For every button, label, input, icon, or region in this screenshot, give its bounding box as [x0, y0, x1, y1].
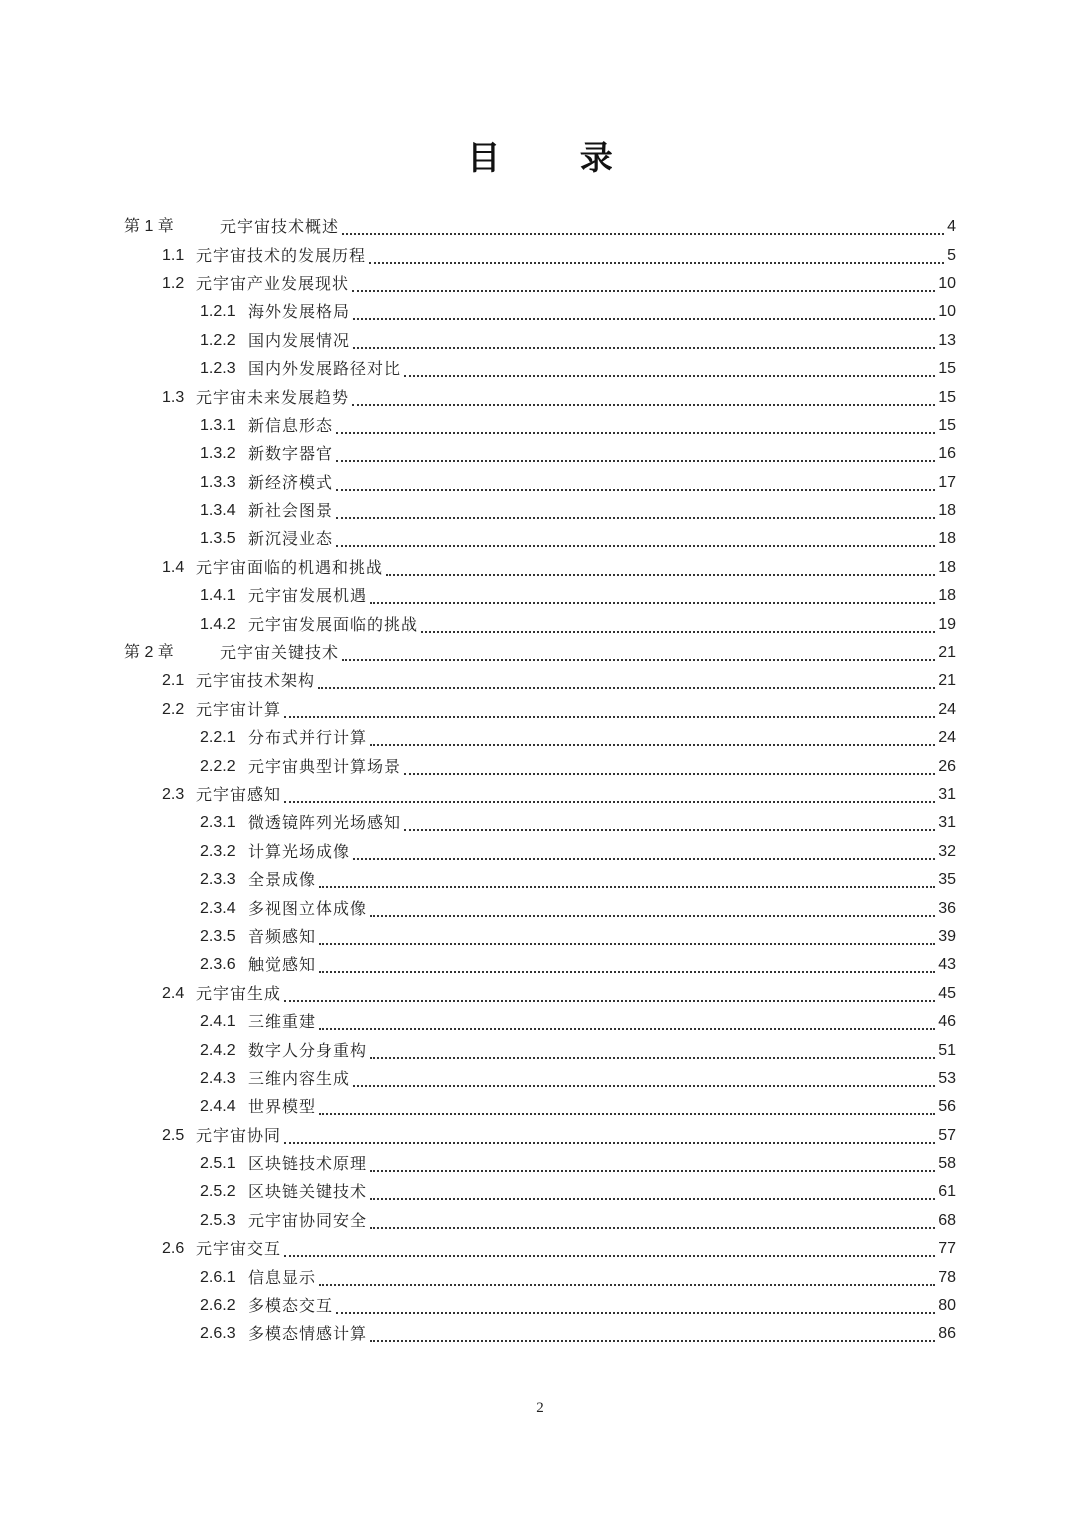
toc-entry[interactable] — [0, 1320, 1080, 1348]
toc-entry-number: 1.3.1 — [200, 416, 236, 434]
toc-dot-leader — [336, 475, 935, 491]
toc-entry-number: 2.4 — [162, 984, 185, 1002]
toc-entry-page: 39 — [938, 927, 956, 945]
toc-entry-number: 第 1 章 — [124, 218, 174, 236]
toc-dot-leader — [352, 276, 935, 292]
toc-entry[interactable] — [0, 1263, 1080, 1291]
toc-entry[interactable] — [0, 241, 1080, 269]
toc-entry-title: 新信息形态 — [248, 415, 334, 435]
toc-entry-title: 元宇宙生成 — [196, 983, 282, 1003]
toc-entry[interactable] — [0, 838, 1080, 866]
toc-entry-number: 1.3.4 — [200, 502, 236, 520]
toc-entry-title: 元宇宙技术的发展历程 — [196, 245, 367, 265]
toc-dot-leader — [336, 446, 935, 462]
toc-dot-leader — [319, 1014, 935, 1030]
toc-entry-page: 18 — [938, 530, 956, 548]
toc-entry-page: 31 — [938, 786, 956, 803]
toc-dot-leader — [319, 1099, 935, 1115]
toc-entry-page: 32 — [938, 842, 956, 860]
toc-dot-leader — [319, 1270, 935, 1286]
toc-entry[interactable] — [0, 1235, 1080, 1263]
toc-dot-leader — [421, 617, 935, 633]
toc-entry-number: 2.6.3 — [200, 1325, 236, 1343]
toc-entry-title: 元宇宙计算 — [196, 699, 282, 719]
toc-entry-number: 1.3 — [162, 388, 185, 406]
toc-entry[interactable] — [0, 469, 1080, 497]
toc-entry[interactable] — [0, 696, 1080, 724]
toc-entry-number: 1.4.1 — [200, 587, 236, 605]
toc-dot-leader — [284, 986, 935, 1002]
toc-dot-leader — [352, 390, 935, 406]
toc-entry-page: 51 — [938, 1041, 956, 1059]
toc-entry[interactable] — [0, 1036, 1080, 1064]
toc-entry[interactable] — [0, 1178, 1080, 1206]
toc-dot-leader — [370, 1156, 935, 1172]
toc-entry-title: 新社会图景 — [248, 501, 334, 521]
toc-entry-title: 分布式并行计算 — [248, 728, 368, 748]
toc-entry-title: 元宇宙面临的机遇和挑战 — [196, 557, 384, 577]
toc-entry-title: 数字人分身重构 — [248, 1040, 368, 1060]
toc-entry-page: 16 — [938, 445, 956, 463]
toc-entry-title: 元宇宙感知 — [196, 785, 282, 804]
toc-entry[interactable] — [0, 667, 1080, 695]
toc-entry-title: 信息显示 — [248, 1267, 317, 1287]
toc-entry-page: 18 — [938, 558, 956, 576]
toc-entry-page: 10 — [938, 303, 956, 321]
toc-dot-leader — [353, 333, 935, 349]
toc-dot-leader — [404, 815, 935, 831]
toc-entry-number: 2.5.1 — [200, 1155, 236, 1173]
toc-entry-title: 元宇宙发展机遇 — [248, 586, 368, 606]
toc-dot-leader — [284, 1128, 935, 1144]
toc-entry-page: 43 — [938, 956, 956, 974]
toc-entry-page: 18 — [938, 587, 956, 605]
toc-entry-page: 4 — [947, 218, 956, 236]
toc-entry-page: 21 — [938, 644, 956, 662]
toc-dot-leader — [369, 248, 944, 264]
toc-entry-page: 24 — [938, 729, 956, 747]
toc-entry[interactable] — [0, 412, 1080, 440]
toc-entry[interactable] — [0, 866, 1080, 894]
toc-entry-page: 5 — [947, 246, 956, 264]
toc-entry-page: 15 — [938, 416, 956, 434]
toc-entry-title: 多模态情感计算 — [248, 1324, 368, 1344]
toc-entry[interactable] — [0, 213, 1080, 241]
toc-dot-leader — [319, 872, 935, 888]
toc-entry-page: 78 — [938, 1268, 956, 1286]
toc-entry-number: 2.6.2 — [200, 1297, 236, 1315]
toc-dot-leader — [353, 844, 935, 860]
toc-entry-number: 1.4 — [162, 558, 185, 576]
toc-entry-title: 海外发展格局 — [248, 302, 351, 322]
toc-entry-page: 80 — [938, 1297, 956, 1315]
toc-entry-number: 1.1 — [162, 246, 185, 264]
toc-entry-number: 2.3.2 — [200, 842, 236, 860]
toc-entry-title: 三维重建 — [248, 1012, 317, 1032]
toc-entry[interactable] — [0, 951, 1080, 979]
toc-entry-title: 元宇宙发展面临的挑战 — [248, 614, 419, 634]
toc-dot-leader — [342, 219, 944, 235]
toc-entry[interactable] — [0, 497, 1080, 525]
toc-dot-leader — [318, 673, 935, 689]
toc-dot-leader — [336, 1298, 935, 1314]
toc-entry-title: 区块链关键技术 — [248, 1182, 368, 1202]
toc-entry-number: 2.5.2 — [200, 1183, 236, 1201]
toc-entry[interactable] — [0, 923, 1080, 951]
toc-entry[interactable] — [0, 781, 1080, 809]
toc-entry-page: 53 — [938, 1069, 956, 1087]
toc-dot-leader — [353, 1071, 935, 1087]
toc-entry-title: 元宇宙技术概述 — [220, 217, 340, 237]
toc-entry[interactable] — [0, 752, 1080, 780]
toc-entry-page: 36 — [938, 899, 956, 917]
toc-entry-number: 1.3.5 — [200, 530, 236, 548]
toc-entry-title: 世界模型 — [248, 1097, 317, 1117]
toc-dot-leader — [353, 304, 935, 320]
toc-entry-number: 2.3.6 — [200, 956, 236, 974]
toc-entry-title: 国内发展情况 — [248, 330, 351, 350]
toc-entry-title: 多视图立体成像 — [248, 898, 368, 918]
toc-entry-page: 77 — [938, 1240, 956, 1258]
toc-dot-leader — [319, 957, 935, 973]
toc-entry[interactable] — [0, 1292, 1080, 1320]
toc-entry-title: 全景成像 — [248, 870, 317, 890]
toc-entry-number: 2.3.4 — [200, 899, 236, 917]
toc-entry-title: 国内外发展路径对比 — [248, 359, 402, 379]
toc-dot-leader — [370, 901, 935, 917]
toc-entry[interactable] — [0, 809, 1080, 837]
toc-dot-leader — [336, 531, 935, 547]
toc-entry[interactable] — [0, 298, 1080, 326]
toc-dot-leader — [370, 1213, 935, 1229]
toc-entry-page: 58 — [938, 1155, 956, 1173]
toc-entry-number: 1.2 — [162, 274, 185, 292]
toc-entry[interactable] — [0, 610, 1080, 638]
toc-entry-number: 2.1 — [162, 672, 185, 690]
toc-entry-number: 2.4.2 — [200, 1041, 236, 1059]
toc-entry-title: 元宇宙协同安全 — [248, 1210, 368, 1230]
toc-entry[interactable] — [0, 1008, 1080, 1036]
toc-entry-page: 18 — [938, 502, 956, 520]
toc-entry-title: 区块链技术原理 — [248, 1154, 368, 1174]
toc-entry[interactable] — [0, 554, 1080, 582]
toc-entry-page: 31 — [938, 814, 956, 832]
toc-entry-title: 元宇宙未来发展趋势 — [196, 387, 350, 407]
toc-entry[interactable] — [0, 270, 1080, 298]
toc-entry[interactable] — [0, 327, 1080, 355]
toc-entry-number: 2.6.1 — [200, 1268, 236, 1286]
toc-entry-page: 56 — [938, 1098, 956, 1116]
toc-entry-title: 元宇宙典型计算场景 — [248, 756, 402, 776]
toc-entry[interactable] — [0, 724, 1080, 752]
toc-entry-title: 音频感知 — [248, 926, 317, 946]
toc-entry[interactable] — [0, 355, 1080, 383]
toc-dot-leader — [284, 702, 935, 718]
toc-entry-number: 2.3.3 — [200, 871, 236, 889]
toc-entry-page: 68 — [938, 1211, 956, 1229]
toc-entry-number: 2.4.4 — [200, 1098, 236, 1116]
toc-entry-number: 2.5.3 — [200, 1211, 236, 1229]
page-title: 目 录 — [467, 138, 647, 177]
toc-entry-number: 1.2.1 — [200, 303, 236, 321]
toc-dot-leader — [370, 1043, 935, 1059]
toc-entry-title: 元宇宙产业发展现状 — [196, 273, 350, 293]
toc-dot-leader — [370, 1184, 935, 1200]
toc-entry-title: 新沉浸业态 — [248, 529, 334, 549]
toc-dot-leader — [342, 645, 935, 661]
toc-dot-leader — [370, 730, 935, 746]
toc-entry-title: 元宇宙交互 — [196, 1239, 282, 1259]
table-of-contents — [0, 213, 1080, 1349]
toc-entry[interactable] — [0, 440, 1080, 468]
toc-entry-title: 元宇宙关键技术 — [220, 643, 340, 663]
toc-entry-page: 86 — [938, 1325, 956, 1343]
toc-entry[interactable] — [0, 582, 1080, 610]
toc-entry-number: 2.5 — [162, 1126, 185, 1144]
toc-entry[interactable] — [0, 980, 1080, 1008]
toc-entry-number: 2.2 — [162, 700, 185, 718]
toc-entry-title: 微透镜阵列光场感知 — [248, 813, 402, 833]
toc-entry[interactable] — [0, 383, 1080, 411]
toc-entry-page: 35 — [938, 871, 956, 889]
toc-entry-number: 第 2 章 — [124, 644, 174, 662]
toc-entry-number: 2.2.1 — [200, 729, 236, 747]
toc-dot-leader — [404, 759, 935, 775]
toc-entry-number: 2.4.3 — [200, 1069, 236, 1087]
toc-entry-title: 多模态交互 — [248, 1296, 334, 1316]
toc-dot-leader — [336, 418, 935, 434]
page-number: 2 — [536, 1400, 544, 1416]
toc-dot-leader — [336, 503, 935, 519]
toc-dot-leader — [386, 560, 935, 576]
toc-entry-title: 元宇宙技术架构 — [196, 671, 316, 691]
toc-dot-leader — [370, 1326, 935, 1342]
toc-dot-leader — [404, 361, 935, 377]
toc-entry-title: 触觉感知 — [248, 955, 317, 975]
toc-entry-number: 1.4.2 — [200, 615, 236, 633]
toc-entry-page: 61 — [938, 1183, 956, 1201]
toc-entry-title: 新经济模式 — [248, 472, 334, 492]
toc-dot-leader — [284, 1241, 935, 1257]
toc-entry-number: 1.3.2 — [200, 445, 236, 463]
toc-entry[interactable] — [0, 1150, 1080, 1178]
toc-entry[interactable] — [0, 639, 1080, 667]
toc-dot-leader — [284, 787, 935, 803]
toc-entry-title: 计算光场成像 — [248, 841, 351, 861]
toc-entry-number: 1.2.3 — [200, 360, 236, 378]
toc-entry-page: 15 — [938, 388, 956, 406]
toc-entry-page: 10 — [938, 274, 956, 292]
toc-entry-number: 2.6 — [162, 1240, 185, 1258]
toc-entry-number: 2.3.5 — [200, 927, 236, 945]
toc-dot-leader — [319, 929, 935, 945]
toc-entry[interactable] — [0, 1122, 1080, 1150]
toc-entry-title: 三维内容生成 — [248, 1068, 351, 1088]
toc-entry-number: 1.3.3 — [200, 473, 236, 491]
toc-entry-number: 2.3 — [162, 786, 185, 803]
toc-entry-page: 17 — [938, 473, 956, 491]
toc-entry[interactable] — [0, 525, 1080, 553]
toc-entry[interactable] — [0, 1093, 1080, 1121]
toc-entry-title: 新数字器官 — [248, 444, 334, 464]
toc-entry-number: 2.4.1 — [200, 1013, 236, 1031]
toc-dot-leader — [370, 588, 935, 604]
toc-entry-page: 45 — [938, 984, 956, 1002]
toc-entry-title: 元宇宙协同 — [196, 1125, 282, 1145]
toc-entry-page: 57 — [938, 1126, 956, 1144]
toc-entry-page: 26 — [938, 757, 956, 775]
toc-entry[interactable] — [0, 1065, 1080, 1093]
toc-entry-number: 1.2.2 — [200, 331, 236, 349]
toc-entry-page: 24 — [938, 700, 956, 718]
toc-entry[interactable] — [0, 894, 1080, 922]
toc-entry-page: 19 — [938, 615, 956, 633]
toc-entry-number: 2.2.2 — [200, 757, 236, 775]
toc-entry-page: 15 — [938, 360, 956, 378]
toc-entry[interactable] — [0, 1207, 1080, 1235]
toc-entry-page: 46 — [938, 1013, 956, 1031]
toc-entry-page: 21 — [938, 672, 956, 690]
toc-entry-page: 13 — [938, 331, 956, 349]
toc-entry-number: 2.3.1 — [200, 814, 236, 832]
